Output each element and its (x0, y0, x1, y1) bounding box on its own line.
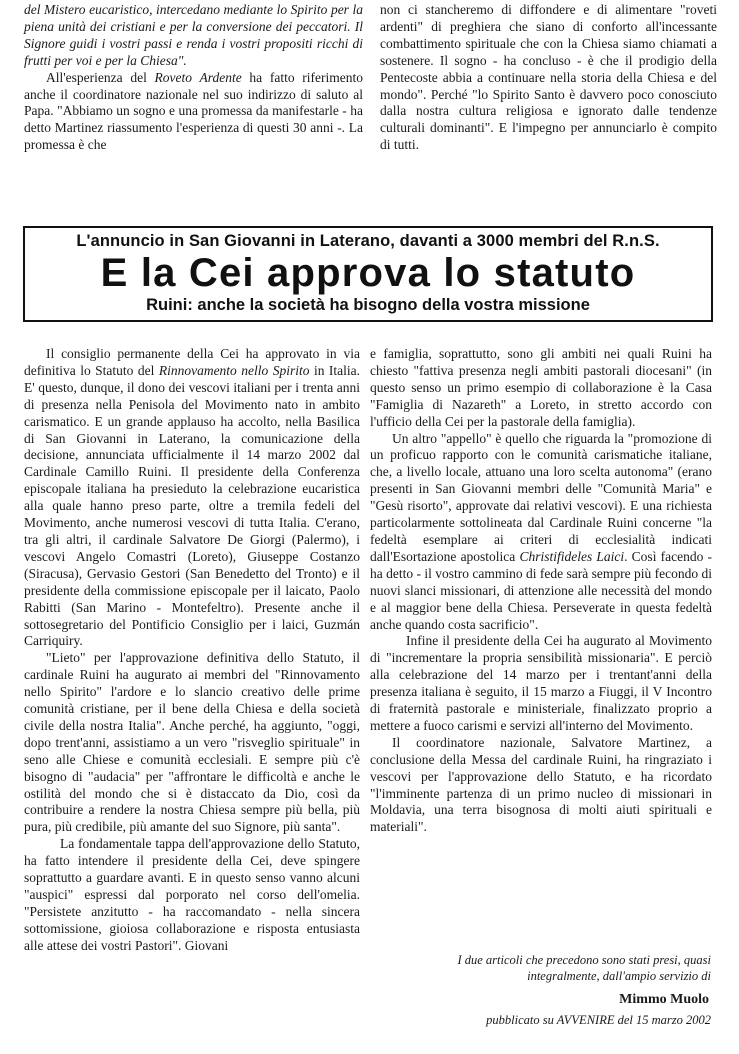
text-run: All'esperienza del (46, 69, 155, 85)
text-run: Il consiglio permanente della Cei ha approvato in via definitiva lo Statuto del (24, 346, 360, 378)
text-run: . Così facendo - ha detto - il vostro cammino di fede sarà sempre più fecondo di nuovi slanci missionari, di attenzione alle necessità del mondo e al maggior bene della Chiesa. Perseverate in questa fedeltà anche quando costa sacrificio". (370, 548, 712, 632)
top-article-right-column (380, 2, 717, 154)
text-run: ha fatto riferimento anche il coordinatore nazionale nel suo indirizzo di saluto al Papa. "Abbiamo un sogno e una promessa da manifestarle - ha detto Martinez riassumento l'esperienza di questi 30 anni -. La promessa è che (24, 69, 363, 153)
main-right-paragraph-1: e famiglia, soprattutto, sono gli ambiti nei quali Ruini ha chiesto "fattiva presenza negli ambiti pastorali diocesani" (in questo senso un primo esempio di collaborazione è la Casa "Famiglia di Nazareth" a Loreto, in stretto accordo con l'ufficio della Cei per la pastorale della famiglia). (370, 346, 712, 429)
main-right-paragraph-2 (370, 431, 712, 634)
top-left-paragraph-1: del Mistero eucaristico, intercedano mediante lo Spirito per la piena unità dei cristiani e per la conversione dei peccatori. Il Signore guidi i vostri passi e renda i vostri propositi ricchi di frutti per voi e per la Chiesa". (24, 2, 363, 68)
main-article-left-column (24, 346, 360, 955)
top-right-paragraph-1: non ci stancheremo di diffondere e di alimentare "roveti ardenti" di preghiera che siano di conforto all'incessante combattimento spirituale che con la Chiesa siamo chiamati a sostenere. Il sogno - ha concluso - è che il prodigio della Pentecoste abbia a continuare nella storia della Chiesa e del mondo". Perché "lo Spirito Santo è davvero poco conosciuto dalla nostra cultura religiosa e ignorato dalle tendenze culturali dominanti". E l'impegno per annunciarlo è compito di tutti. (380, 2, 717, 153)
italic-text-run: Rinnovamento nello Spirito (158, 362, 310, 378)
main-left-paragraph-3: La fondamentale tappa dell'approvazione dello Statuto, ha fatto intendere il presidente della Cei, deve spingere soprattutto a guardare avanti. E in questo senso vanno alcuni "auspici" espressi dal porporato nel corso dell'omelia. "Persistete anzitutto - ha raccomandato - nella sincera sottomissione, gioiosa collaborazione e risposta entusiasta alle attese dei vostri Pastori". Giovani (24, 836, 360, 953)
headline-title: E la Cei approva lo statuto (100, 251, 636, 295)
top-left-paragraph-2 (24, 70, 363, 155)
main-right-paragraph-4: Il coordinatore nazionale, Salvatore Martinez, a conclusione della Messa del cardinale Ruini, ha ringraziato i vescovi per l'approvazione dello Statuto, e ha ricordato "l'imminente partenza di un primo nucleo di missionari in Moldavia, una terra bisognosa di molti aiuti spirituali e materiali". (370, 734, 712, 835)
italic-text-run: Christifideles Laici (519, 548, 625, 564)
text-run: Un altro "appello" è quello che riguarda la "promozione di un proficuo rapporto con le comunità carismatiche italiane, che, a livello locale, attuano una loro scelta autonoma" (erano presenti in San Giovanni membri delle "Comunità Maria" e "Gesù risorto", approvate dai relativi vescovi). E una richiesta particolarmente sottolineata dal Cardinale Ruini concerne "la fedeltà esemplare ai criteri di ecclesialità indicati dall'Esortazione apostolica (370, 430, 712, 564)
italic-text-run: Roveto Ardente (154, 69, 242, 85)
credit-note: I due articoli che precedono sono stati presi, quasi integralmente, dall'ampio servizio di (457, 953, 711, 983)
publication-note: pubblicato su AVVENIRE del 15 marzo 2002 (486, 1013, 711, 1027)
main-right-paragraph-3: Infine il presidente della Cei ha augurato al Movimento di "incrementare la propria sensibilità missionaria". E perciò alla celebrazione del 14 marzo per i trentant'anni della presenza italiana è seguito, il 15 marzo a Fiuggi, il V Incontro di fraternità pastorale e ministeriale, finalizzato proprio a mettere a fuoco carismi e servizi all'interno del Movimento. (370, 633, 712, 733)
author-name: Mimmo Muolo (619, 992, 709, 1007)
top-article-left-column (24, 2, 363, 154)
main-left-paragraph-1 (24, 346, 360, 650)
main-article-right-column (370, 346, 712, 836)
main-left-paragraph-2: "Lieto" per l'approvazione definitiva dello Statuto, il cardinale Ruini ha augurato ai membri del "Rinnovamento nello Spirito" l'ardore e lo slancio creativo delle prime comunità cristiane, per il bene della Chiesa e della società civile della nostra Italia". Anche perché, ha aggiunto, "oggi, dopo trent'anni, assistiamo a un vero "risveglio spirituale" in seno alle Chiese e comunità ecclesiali. E sempre più c'è bisogno di "audacia" per "affrontare le difficoltà e anche le ostilità del mondo che si è distaccato da Dio, così da contribuire a rendere la nostra Chiesa sempre più bella, più pura, più credibile, più amante del suo Signore, più santa". (24, 650, 360, 835)
text-run: in Italia. E' questo, dunque, il dono dei vescovi italiani per i trenta anni di presenza nella Penisola del Movimento nato in ambito carismatico. E un grande applauso ha accolto, nella Basilica di San Giovanni in Laterano, la comunicazione della decisione, annunciata ufficialmente il 14 marzo 2002 dal Cardinale Camillo Ruini. Il presidente della Conferenza episcopale italiana ha presieduto la celebrazione eucaristica alla quale hanno preso parte, oltre a tremila fedeli del Movimento, anche numerosi vescovi di tutta Italia. C'erano, tra gli altri, il cardinale Salvatore De Giorgi (Palermo), i vescovi Angelo Comastri (Loreto), Giuseppe Costanzo (Siracusa), Gervasio Gestori (San Benedetto del Tronto) e il presidente della commissione episcopale per il laicato, Paolo Rabitti (San Marino - Montefeltro). Presente anche il sottosegretario del Pontificio Consiglio per i laici, Guzmán Carriquiry. (24, 362, 361, 649)
headline-box (23, 226, 713, 322)
headline-kicker: L'annuncio in San Giovanni in Laterano, davanti a 3000 membri del R.n.S. (76, 232, 660, 250)
headline-subtitle: Ruini: anche la società ha bisogno della vostra missione (146, 296, 590, 314)
